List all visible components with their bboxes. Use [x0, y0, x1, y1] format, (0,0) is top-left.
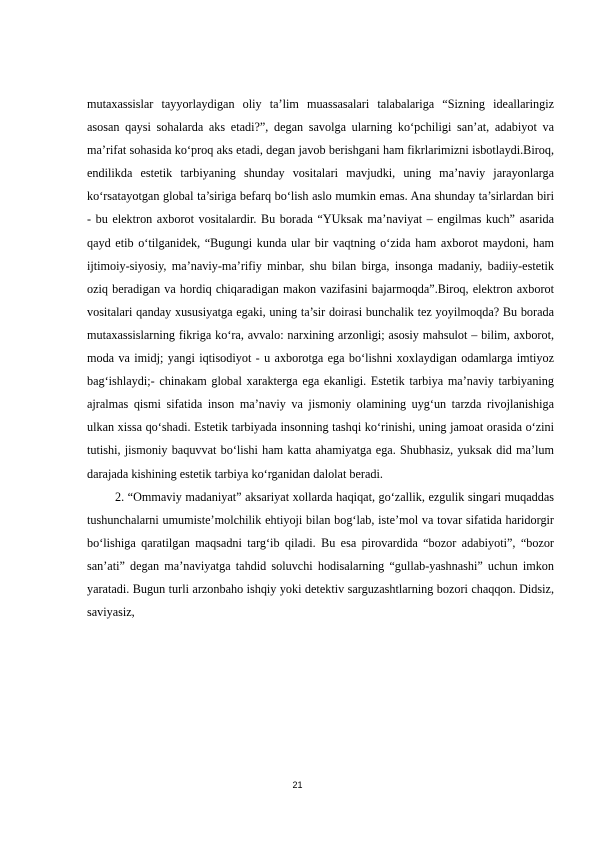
paragraph-section-2: 2. “Ommaviy madaniyat” aksariyat xollarda haqiqat, go‘zallik, ezgulik singari muqaddas tushunchalarni umumiste’molchilik ehtiyoji bilan bog‘lab, iste’mol va tovar sifatida haridorgir bo‘lishiga qaratilgan maqsadni targ‘ib qiladi. Bu esa pirovardida “bozor adabiyoti”, “bozor san’ati” degan ma’naviyatga tahdid soluvchi hodisalarning “gullab-yashnashi” uchun imkon yaratadi. Bugun turli arzonbaho ishqiy yoki detektiv sarguzashtlarning bozori chaqqon. Didsiz, saviyasiz,: [87, 489, 554, 620]
body-text: [87, 93, 554, 624]
page-number: 21: [292, 780, 303, 790]
paragraph-continuation: mutaxassislar tayyorlaydigan oliy ta’lim muassasalari talabalariga “Sizning ideallaringiz asosan qaysi sohalarda aks etadi?”, degan savolga ularning ko‘pchiligi san’at, adabiyot va ma’rifat sohasida ko‘proq aks etadi, degan javob berishgani ham fikrlarimizni isbotlaydi.Biroq, endilikda estetik tarbiyaning shunday vositalari mavjudki, uning ma’naviy jarayonlarga ko‘rsatayotgan global ta’siriga befarq bo‘lish aslo mumkin emas. Ana shunday ta’sirlardan biri - bu elektron axborot vositalardir. Bu borada “YUksak ma’naviyat – engilmas kuch” asarida qayd etib o‘tilganidek, “Bugungi kunda ular bir vaqtning o‘zida ham axborot maydoni, ham ijtimoiy-siyosiy, ma’naviy-ma’rifiy minbar, shu bilan birga, insonga madaniy, badiiy-estetik oziq beradigan va hordiq chiqaradigan makon vazifasini bajarmoqda”.Biroq, elektron axborot vositalari qanday xususiyatga egaki, uning ta’sir doirasi bunchalik tez yoyilmoqda? Bu borada mutaxassislarning fikriga ko‘ra, avvalo: narxining arzonligi; asosiy mahsulot – bilim, axborot, moda va imidj; yangi iqtisodiyot - u axborotga ega bo‘lishni xoxlaydigan odamlarga imtiyoz bag‘ishlaydi;- chinakam global xarakterga ega ekanligi. Estetik tarbiya ma’naviy tarbiyaning ajralmas qismi sifatida inson ma’naviy va jismoniy olamining uyg‘un tarzda rivojlanishiga ulkan xissa qo‘shadi. Estetik tarbiyada insonning tashqi ko‘rinishi, uning jamoat orasida o‘zini tutishi, jismoniy baquvvat bo‘lishi ham katta ahamiyatga ega. Shubhasiz, yuksak did ma’lum darajada kishining estetik tarbiya ko‘rganidan dalolat beradi.: [87, 97, 554, 481]
